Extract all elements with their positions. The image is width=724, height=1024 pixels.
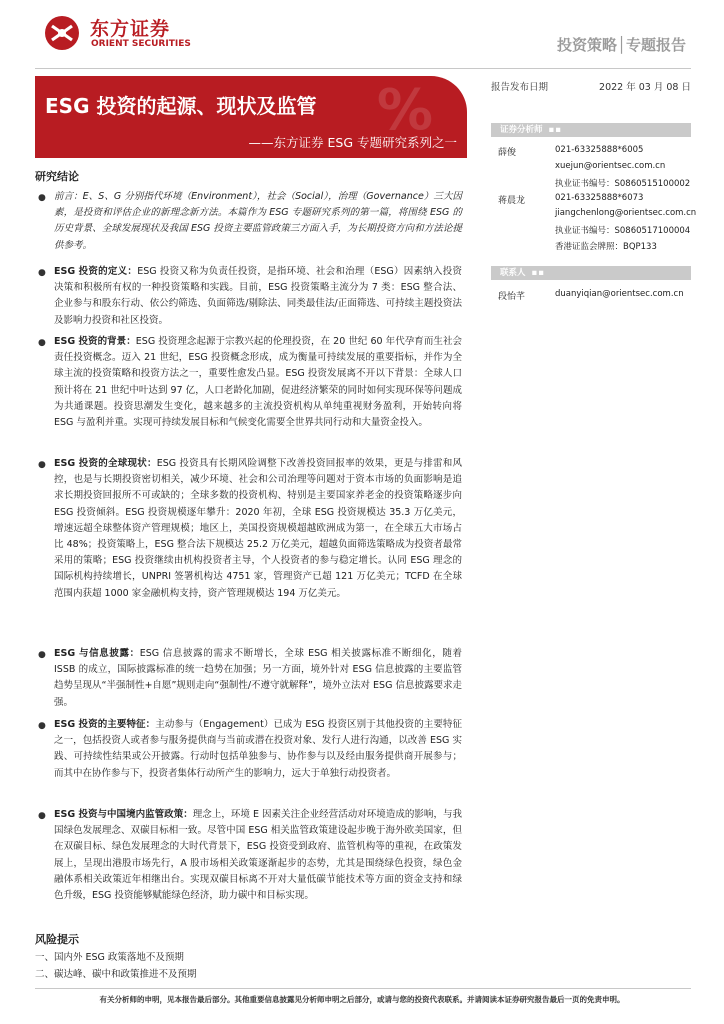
logo-subtitle: ORIENT SECURITIES (91, 39, 191, 49)
logo-icon (44, 15, 80, 51)
bullet-icon: ● (38, 650, 46, 660)
bullet-icon: ● (38, 811, 46, 821)
risk-item: 二、碳达峰、碳中和政策推进不及预期 (35, 969, 197, 980)
paragraph-lead: ESG 投资的主要特征： (54, 719, 156, 730)
contact-header: 联系人 ▪▪ (491, 266, 691, 280)
publish-date-row (491, 79, 691, 93)
analyst-phone: 021-63325888*6073 (555, 193, 644, 203)
bullet-icon: ● (38, 338, 46, 348)
paragraph-lead: ESG 投资的全球现状： (54, 458, 157, 469)
analyst-email[interactable]: xuejun@orientsec.com.cn (555, 161, 666, 171)
conclusion-paragraph (54, 717, 462, 782)
conclusion-paragraph (54, 189, 462, 254)
section-title-conclusion: 研究结论 (35, 170, 79, 183)
report-category: 投资策略│专题报告 (556, 36, 686, 54)
risk-item: 一、国内外 ESG 政策落地不及预期 (35, 952, 184, 963)
section-title-risk: 风险提示 (35, 933, 79, 946)
contact-header-label: 联系人 (500, 268, 526, 278)
conclusion-paragraph (54, 456, 462, 602)
paragraph-text: 前言：E、S、G 分别指代环境（Environment），社会（Social），治理（Governance）三大因素，是投资和评估企业的新理念新方法。本篇作为 ESG 专题研究系列的第一篇，将围绕 ESG 的历史背景、全球发展现状及我国 ESG 投资主要监管政策三方面入手，为长期投资方向和方法论提供参考。 (54, 191, 462, 251)
conclusion-paragraph (54, 807, 462, 904)
paragraph-text: ESG 投资理念起源于宗教兴起的伦理投资，在 20 世纪 60 年代孕育而生社会责任投资概念。迈入 21 世纪，ESG 投资概念形成，成为衡量可持续发展的重要指标，并作为全球主流的投资策略和投资方法之一，重要性愈发凸显。ESG 投资发展离不开以下背景：全球人口预计将在 21 世纪中叶达到 97 亿，人口老龄化加剧，促进经济繁荣的同时如何实现环保等问题成为共通课题。投资思潮发生变化，越来越多的主流投资机构从单纯重视财务盈利，开始转向将 ESG 与盈利并重。实现可持续发展目标和气候变化需要全世界共同行动和大量资金投入。 (54, 336, 463, 429)
paragraph-lead: ESG 投资的背景： (54, 336, 136, 347)
paragraph-text: 主动参与（Engagement）已成为 ESG 投资区别于其他投资的主要特征之一，包括投资人或者参与服务提供商与当前或潜在投资对象、发行人进行沟通，以改善 ESG 实践、可持续性结果或公开披露。行动时包括单独参与、协作参与以及经由服务提供商开展参与；而其中在协作参与下，投资者集体行动所产生的影响力，远大于单独行动投资者。 (54, 719, 463, 779)
publish-date: 2022 年 03 月 08 日 (599, 82, 691, 93)
analyst-name: 蒋晨龙 (498, 196, 526, 206)
analyst-license: 执业证书编号：S0860515100002 (555, 179, 691, 189)
paragraph-lead: ESG 投资与中国境内监管政策： (54, 809, 193, 820)
paragraph-text: ESG 投资又称为负责任投资，是指环境、社会和治理（ESG）因素纳入投资决策和积极所有权的一种投资策略和实践。目前，ESG 投资策略主流分为 7 类：ESG 整合法、企业参与和股东行动、依公约筛选、负面筛选/剔除法、同类最佳法/正面筛选、可持续主题投资法及影响力投资和社区投资。 (54, 266, 462, 326)
analyst-email[interactable]: jiangchenlong@orientsec.com.cn (555, 208, 697, 218)
analyst-header: 证券分析师 ▪▪ (491, 123, 691, 137)
bullet-icon: ● (38, 721, 46, 731)
logo-text: 东方证券 (90, 18, 171, 40)
bullet-icon: ● (38, 268, 46, 278)
analyst-license: 执业证书编号：S0860517100004 (555, 226, 691, 236)
publish-date-label: 报告发布日期 (491, 82, 549, 93)
analyst-header-label: 证券分析师 (500, 125, 543, 135)
analyst-phone: 021-63325888*6005 (555, 145, 644, 155)
conclusion-paragraph (54, 334, 462, 431)
header-divider (35, 68, 691, 69)
title-banner (35, 76, 467, 158)
footer-divider (35, 988, 691, 989)
paragraph-text: 理念上，环境 E 因素关注企业经营活动对环境造成的影响，与我国绿色发展理念、双碳目标相一致。尽管中国 ESG 相关监管政策建设起步晚于海外欧美国家，但在双碳目标、绿色发展理念的大时代背景下，ESG 投资受到政府、监管机构等的重视，在政策发展上，呈现出港股市场先行，A 股市场相关政策逐渐起步的态势，尤其是围绕绿色投资，绿色金融体系相关政策近年相继出台。实现双碳目标离不开对大量低碳节能技术等方面的资金支持和绿色升级，ESG 投资能够赋能绿色经济，助力碳中和目标实现。 (54, 809, 463, 902)
analyst-name: 薛俊 (498, 148, 517, 158)
paragraph-text: ESG 信息披露的需求不断增长，全球 ESG 相关披露标准不断细化，随着 ISSB 的成立，国际披露标准的统一趋势在加强；另一方面，境外针对 ESG 信息披露的主要监管趋势呈现从“半强制性+自愿”规则走向“强制性/不遵守就解释”，境外立法对 ESG 信息披露要求走强。 (54, 648, 463, 708)
paragraph-lead: ESG 与信息披露： (54, 648, 140, 659)
report-subtitle: ——东方证券 ESG 专题研究系列之一 (248, 135, 457, 150)
conclusion-paragraph (54, 646, 462, 711)
conclusion-paragraph (54, 264, 462, 329)
paragraph-text: ESG 投资具有长期风险调整下改善投资回报率的效果，更是与排雷和风控，也是与长期投资密切相关，减少环境、社会和公司治理等问题对于资本市场的负面影响是追求长期投资回报所不可或缺的；全球多数的投资机构、特别是主要国家养老金的投资策略逐步向 ESG 投资倾斜。ESG 投资规模逐年攀升：2020 年初，全球 ESG 投资规模达 35.3 万亿美元，增速远超全球整体资产管理规模；地区上，美国投资规模超越欧洲成为第一，在全球五大市场占比 48%；投资策略上，ESG 整合法下规模达 25.2 万亿美元，超越负面筛选策略成为投资者最常采用的策略；ESG 投资继续由机构投资者主导，个人投资者的参与稳定增长。认同 ESG 理念的国际机构持续增长，UNPRI 签署机构达 4751 家，管理资产已超 121 万亿美元；TCFD 在全球范围内获超 1000 家金融机构支持，资产管理规模达 194 万亿美元。 (54, 458, 463, 599)
paragraph-lead: ESG 投资的定义： (54, 266, 138, 277)
bullet-icon: ● (38, 193, 46, 203)
analyst-hk-license: 香港证监会牌照：BQP133 (555, 242, 657, 252)
contact-name: 段怡芊 (498, 292, 526, 302)
banner-decoration: % (376, 78, 433, 143)
contact-email[interactable]: duanyiqian@orientsec.com.cn (555, 289, 684, 299)
report-title: ESG 投资的起源、现状及监管 (45, 94, 317, 118)
footer-disclaimer: 有关分析师的申明，见本报告最后部分。其他重要信息披露见分析师申明之后部分，或请与您的投资代表联系。并请阅读本证券研究报告最后一页的免责申明。 (99, 995, 625, 1004)
bullet-icon: ● (38, 460, 46, 470)
